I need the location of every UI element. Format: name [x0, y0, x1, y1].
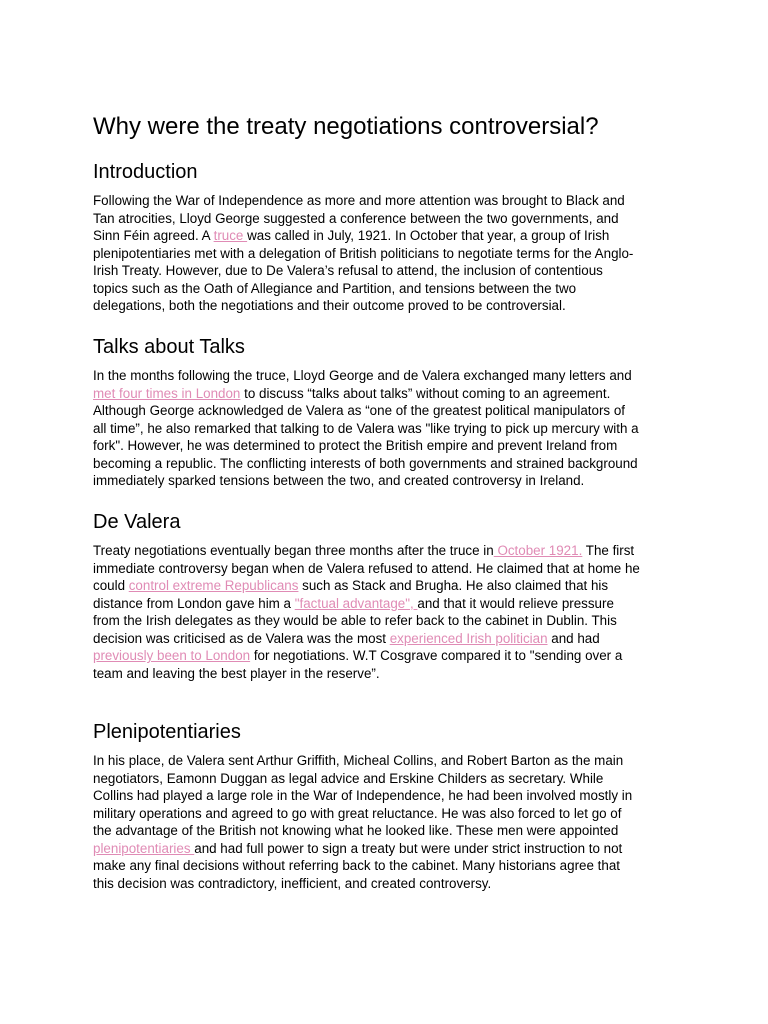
text-line	[93, 245, 683, 263]
hyperlink[interactable]: experienced Irish politician	[389, 630, 548, 646]
text-line	[93, 665, 683, 683]
text-run: In the months following the truce, Lloyd George and de Valera exchanged many letters and	[93, 368, 632, 383]
section-talks-about-talks	[93, 335, 683, 490]
section-plenipotentiaries	[93, 720, 683, 892]
hyperlink[interactable]: met four times in London	[93, 385, 241, 401]
text-line	[93, 595, 683, 613]
text-line	[93, 647, 683, 665]
text-line	[93, 577, 683, 595]
section-introduction	[93, 160, 683, 315]
section-heading-talks-about-talks: Talks about Talks	[93, 336, 245, 358]
hyperlink[interactable]: previously been to London	[93, 648, 251, 663]
section-heading-introduction: Introduction	[93, 161, 198, 183]
text-run: immediately sparked tensions between the two, and created controversy in Ireland.	[93, 473, 585, 488]
text-line	[93, 875, 683, 893]
hyperlink[interactable]: truce	[213, 228, 248, 243]
text-line	[93, 192, 683, 210]
text-run: and that it would relieve pressure	[417, 595, 614, 611]
text-run: this decision was contradictory, inefficient, and created controversy.	[93, 875, 492, 891]
text-run: The first	[582, 543, 635, 558]
text-line	[93, 262, 683, 280]
hyperlink[interactable]: plenipotentiaries	[93, 840, 195, 856]
hyperlink[interactable]: control extreme Republicans	[128, 578, 299, 593]
hyperlink[interactable]: "factual advantage",	[294, 595, 418, 611]
paragraph-plenipotentiaries	[93, 752, 683, 892]
text-run: and had full power to sign a treaty but were under strict instruction to not	[194, 840, 623, 856]
hyperlink[interactable]: October 1921.	[493, 543, 583, 558]
text-run: negotiators, Eamonn Duggan as legal advice and Erskine Childers as secretary. While	[93, 770, 604, 786]
text-line	[93, 770, 683, 788]
section-de-valera	[93, 510, 683, 682]
text-line	[93, 297, 683, 315]
text-line	[93, 542, 683, 560]
paragraph-talks-about-talks	[93, 367, 683, 490]
text-run: distance from London gave him a	[93, 595, 295, 611]
text-line	[93, 280, 683, 298]
text-run: topics such as the Oath of Allegiance and Partition, and tensions between the two	[93, 280, 577, 296]
text-run: Collins had played a large role in the War of Independence, he had been involved mostly in	[93, 788, 633, 803]
paragraph-introduction	[93, 192, 683, 315]
text-line	[93, 787, 683, 805]
document-title: Why were the treaty negotiations controversial?	[93, 113, 599, 140]
text-run: and had	[547, 630, 600, 646]
text-run: military operations and agreed to go with great reluctance. He was also forced to let go of	[93, 805, 622, 821]
text-line	[93, 805, 683, 823]
text-line	[93, 857, 683, 875]
text-run: could	[93, 578, 129, 593]
text-run: was called in July, 1921. In October that year, a group of Irish	[247, 228, 610, 243]
text-run: to discuss “talks about talks” without coming to an agreement.	[240, 385, 611, 401]
text-line	[93, 630, 683, 648]
text-run: Treaty negotiations eventually began three months after the truce in	[93, 543, 494, 558]
text-run: becoming a republic. The conflicting interests of both governments and strained background	[93, 455, 638, 471]
text-line	[93, 385, 683, 403]
text-line	[93, 455, 683, 473]
text-run: make any final decisions without referring back to the cabinet. Many historians agree that	[93, 858, 620, 873]
text-line	[93, 472, 683, 490]
text-run: Following the War of Independence as more and more attention was brought to Black and	[93, 193, 625, 208]
text-line	[93, 402, 683, 420]
text-run: from the Irish delegates as they would be able to refer back to the cabinet in Dublin. This	[93, 613, 617, 628]
section-heading-de-valera: De Valera	[93, 511, 181, 533]
text-line	[93, 210, 683, 228]
text-line	[93, 560, 683, 578]
text-run: plenipotentiaries met with a delegation of British politicians to negotiate terms for the Anglo-	[93, 245, 634, 261]
text-line	[93, 227, 683, 245]
text-run: all time”, he also remarked that talking to de Valera was "like trying to pick up mercury with a	[93, 420, 639, 436]
text-run: fork". However, he was determined to protect the British empire and prevent Ireland from	[93, 438, 618, 453]
text-run: Tan atrocities, Lloyd George suggested a conference between the two governments, and	[93, 210, 619, 226]
section-heading-plenipotentiaries: Plenipotentiaries	[93, 721, 241, 743]
text-run: decision was criticised as de Valera was the most	[93, 630, 390, 646]
text-line	[93, 437, 683, 455]
text-run: immediate controversy began when de Valera refused to attend. He claimed that at home he	[93, 560, 640, 576]
text-line	[93, 367, 683, 385]
text-run: In his place, de Valera sent Arthur Griffith, Micheal Collins, and Robert Barton as the main	[93, 753, 624, 768]
text-line	[93, 612, 683, 630]
text-run: Sinn Féin agreed. A	[93, 228, 214, 243]
text-run: Irish Treaty. However, due to De Valera’s refusal to attend, the inclusion of contentious	[93, 263, 603, 278]
text-run: such as Stack and Brugha. He also claimed that his	[298, 578, 609, 593]
text-run: for negotiations. W.T Cosgrave compared it to "sending over a	[250, 648, 623, 663]
text-run: the advantage of the British not knowing what he looked like. These men were appointed	[93, 823, 619, 838]
text-line	[93, 420, 683, 438]
text-line	[93, 840, 683, 858]
text-run: Although George acknowledged de Valera as “one of the greatest political manipulators of	[93, 403, 625, 418]
text-run: delegations, both the negotiations and their outcome proved to be controversial.	[93, 298, 566, 313]
text-run: team and leaving the best player in the reserve”.	[93, 665, 380, 681]
text-line	[93, 822, 683, 840]
paragraph-de-valera	[93, 542, 683, 682]
text-line	[93, 752, 683, 770]
